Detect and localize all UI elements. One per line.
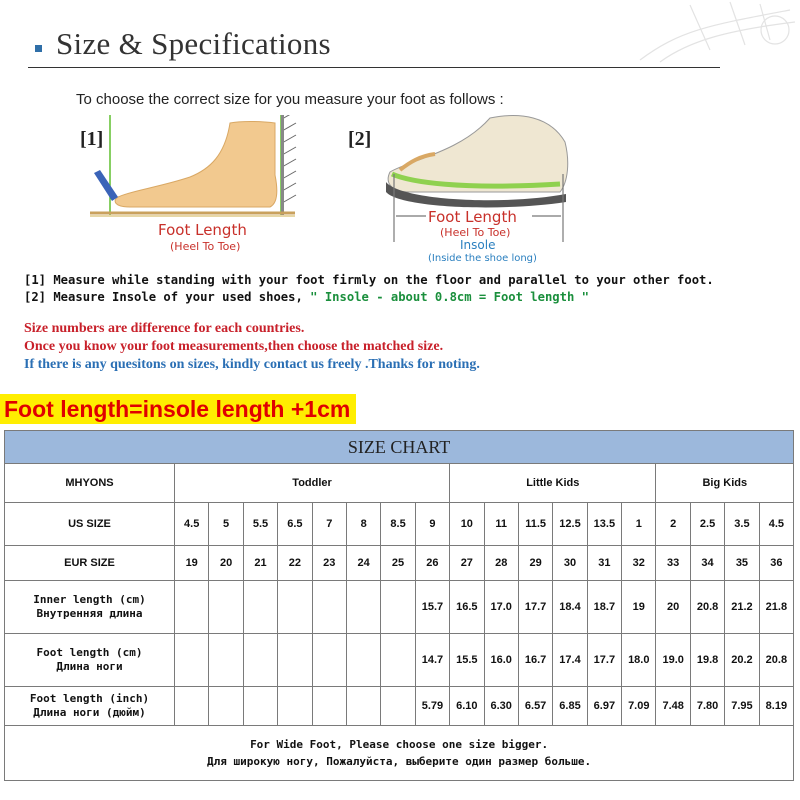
inner-cell xyxy=(243,581,277,634)
inner-cell xyxy=(278,581,312,634)
eur-cell: 27 xyxy=(450,546,484,581)
note-2-highlight: " Insole - about 0.8cm = Foot length " xyxy=(310,290,589,304)
inner-label-en: Inner length (cm) xyxy=(33,593,146,606)
foot-inch-cell: 5.79 xyxy=(415,687,449,726)
foot-inch-cell: 6.97 xyxy=(587,687,621,726)
foot-inch-cell: 7.48 xyxy=(656,687,690,726)
eur-cell: 20 xyxy=(209,546,243,581)
foot-cm-cell xyxy=(243,634,277,687)
fig2-insole-sub: (Inside the shoe long) xyxy=(428,253,537,264)
eur-cell: 35 xyxy=(725,546,759,581)
group-big-kids: Big Kids xyxy=(656,464,794,503)
measure-instruction: To choose the correct size for you measure your foot as follows : xyxy=(76,91,504,108)
foot-cm-cell: 19.8 xyxy=(690,634,724,687)
eur-cell: 24 xyxy=(346,546,380,581)
us-cell: 10 xyxy=(450,503,484,546)
wide-foot-note xyxy=(5,726,794,781)
inner-cell: 19 xyxy=(622,581,656,634)
foot-cm-label-en: Foot length (cm) xyxy=(36,646,143,659)
size-note-2: Once you know your foot measurements,then choose the matched size. xyxy=(24,339,444,354)
us-cell: 6.5 xyxy=(278,503,312,546)
title-bullet-icon xyxy=(35,45,42,52)
eur-cell: 33 xyxy=(656,546,690,581)
us-cell: 8.5 xyxy=(381,503,415,546)
inner-cell xyxy=(175,581,209,634)
eur-cell: 21 xyxy=(243,546,277,581)
note-1: [1] Measure while standing with your foot firmly on the floor and parallel to your other foot. xyxy=(24,273,714,287)
foot-inch-cell: 6.10 xyxy=(450,687,484,726)
foot-cm-cell xyxy=(381,634,415,687)
foot-cm-cell: 20.8 xyxy=(759,634,794,687)
foot-cm-label-ru: Длина ноги xyxy=(56,660,123,673)
us-cell: 3.5 xyxy=(725,503,759,546)
eur-cell: 28 xyxy=(484,546,518,581)
foot-inch-label-en: Foot length (inch) xyxy=(29,692,150,705)
foot-inch-cell: 7.80 xyxy=(690,687,724,726)
foot-cm-cell xyxy=(346,634,380,687)
inner-cell xyxy=(312,581,346,634)
inner-cell: 20.8 xyxy=(690,581,724,634)
foot-inch-cell: 8.19 xyxy=(759,687,794,726)
inner-cell: 21.2 xyxy=(725,581,759,634)
header xyxy=(0,0,800,80)
inner-cell xyxy=(381,581,415,634)
inner-cell: 15.7 xyxy=(415,581,449,634)
foot-cm-cell xyxy=(209,634,243,687)
inner-cell: 20 xyxy=(656,581,690,634)
foot-cm-cell: 18.0 xyxy=(622,634,656,687)
foot-inch-cell: 6.85 xyxy=(553,687,587,726)
foot-cm-cell: 20.2 xyxy=(725,634,759,687)
inner-cell: 16.5 xyxy=(450,581,484,634)
wide-foot-note-ru: Для широкую ногу, Пожалуйста, выберите один размер больше. xyxy=(207,755,592,768)
group-toddler: Toddler xyxy=(175,464,450,503)
inner-cell: 18.4 xyxy=(553,581,587,634)
foot-length-banner: Foot length=insole length +1cm xyxy=(0,394,356,424)
foot-inch-cell xyxy=(312,687,346,726)
foot-inch-cell: 6.57 xyxy=(518,687,552,726)
foot-inch-label xyxy=(5,687,175,726)
eur-cell: 31 xyxy=(587,546,621,581)
inner-cell xyxy=(346,581,380,634)
eur-cell: 19 xyxy=(175,546,209,581)
size-note-1: Size numbers are difference for each countries. xyxy=(24,321,305,336)
group-little-kids: Little Kids xyxy=(450,464,656,503)
inner-cell: 21.8 xyxy=(759,581,794,634)
us-cell: 11 xyxy=(484,503,518,546)
measure-notes xyxy=(24,272,714,306)
inner-label-ru: Внутренняя длина xyxy=(36,607,143,620)
inner-length-label xyxy=(5,581,175,634)
fig2-insole-label: Insole xyxy=(460,238,496,252)
eur-cell: 34 xyxy=(690,546,724,581)
foot-inch-cell xyxy=(278,687,312,726)
fig1-subcaption: (Heel To Toe) xyxy=(170,240,241,253)
eur-cell: 32 xyxy=(622,546,656,581)
foot-cm-cell: 17.7 xyxy=(587,634,621,687)
decorative-sketch-icon xyxy=(620,0,800,66)
foot-cm-cell xyxy=(175,634,209,687)
eur-cell: 25 xyxy=(381,546,415,581)
foot-inch-cell xyxy=(243,687,277,726)
wide-foot-note-en: For Wide Foot, Please choose one size bigger. xyxy=(250,738,549,751)
foot-cm-cell: 15.5 xyxy=(450,634,484,687)
us-cell: 4.5 xyxy=(759,503,794,546)
us-cell: 8 xyxy=(346,503,380,546)
us-cell: 7 xyxy=(312,503,346,546)
foot-cm-cell: 17.4 xyxy=(553,634,587,687)
insole-measure-illustration xyxy=(380,112,580,267)
fig1-caption: Foot Length xyxy=(158,221,247,239)
us-cell: 4.5 xyxy=(175,503,209,546)
foot-inch-cell: 7.09 xyxy=(622,687,656,726)
foot-cm-cell: 16.7 xyxy=(518,634,552,687)
foot-cm-cell: 19.0 xyxy=(656,634,690,687)
us-cell: 2 xyxy=(656,503,690,546)
eur-cell: 29 xyxy=(518,546,552,581)
figure-1-label: [1] xyxy=(80,128,104,150)
foot-inch-label-ru: Длина ноги (дюйм) xyxy=(33,706,146,719)
us-cell: 11.5 xyxy=(518,503,552,546)
inner-cell: 17.7 xyxy=(518,581,552,634)
us-cell: 13.5 xyxy=(587,503,621,546)
size-chart-table xyxy=(4,430,794,781)
header-divider xyxy=(28,67,720,68)
us-size-label: US SIZE xyxy=(5,503,175,546)
eur-cell: 30 xyxy=(553,546,587,581)
us-cell: 1 xyxy=(622,503,656,546)
eur-size-label: EUR SIZE xyxy=(5,546,175,581)
size-notes xyxy=(24,320,480,374)
foot-cm-cell xyxy=(312,634,346,687)
us-cell: 9 xyxy=(415,503,449,546)
foot-inch-cell xyxy=(209,687,243,726)
us-cell: 12.5 xyxy=(553,503,587,546)
page-title: Size & Specifications xyxy=(56,26,331,61)
eur-cell: 26 xyxy=(415,546,449,581)
note-2-prefix: [2] Measure Insole of your used shoes, xyxy=(24,290,311,304)
eur-cell: 23 xyxy=(312,546,346,581)
size-note-3: If there is any quesitons on sizes, kindly contact us freely .Thanks for noting. xyxy=(24,357,480,372)
eur-cell: 22 xyxy=(278,546,312,581)
us-cell: 5.5 xyxy=(243,503,277,546)
foot-inch-cell xyxy=(346,687,380,726)
foot-inch-cell: 6.30 xyxy=(484,687,518,726)
eur-cell: 36 xyxy=(759,546,794,581)
inner-cell: 17.0 xyxy=(484,581,518,634)
foot-cm-cell: 16.0 xyxy=(484,634,518,687)
size-chart-title: SIZE CHART xyxy=(5,431,794,464)
foot-inch-cell: 7.95 xyxy=(725,687,759,726)
foot-cm-cell xyxy=(278,634,312,687)
fig2-subcaption: (Heel To Toe) xyxy=(440,226,511,239)
us-cell: 2.5 xyxy=(690,503,724,546)
inner-cell: 18.7 xyxy=(587,581,621,634)
foot-cm-cell: 14.7 xyxy=(415,634,449,687)
inner-cell xyxy=(209,581,243,634)
figure-2-label: [2] xyxy=(348,128,372,150)
foot-cm-label xyxy=(5,634,175,687)
foot-measure-illustration xyxy=(90,115,300,260)
fig2-caption: Foot Length xyxy=(428,208,517,226)
us-cell: 5 xyxy=(209,503,243,546)
foot-inch-cell xyxy=(381,687,415,726)
brand-cell: MHYONS xyxy=(5,464,175,503)
foot-inch-cell xyxy=(175,687,209,726)
